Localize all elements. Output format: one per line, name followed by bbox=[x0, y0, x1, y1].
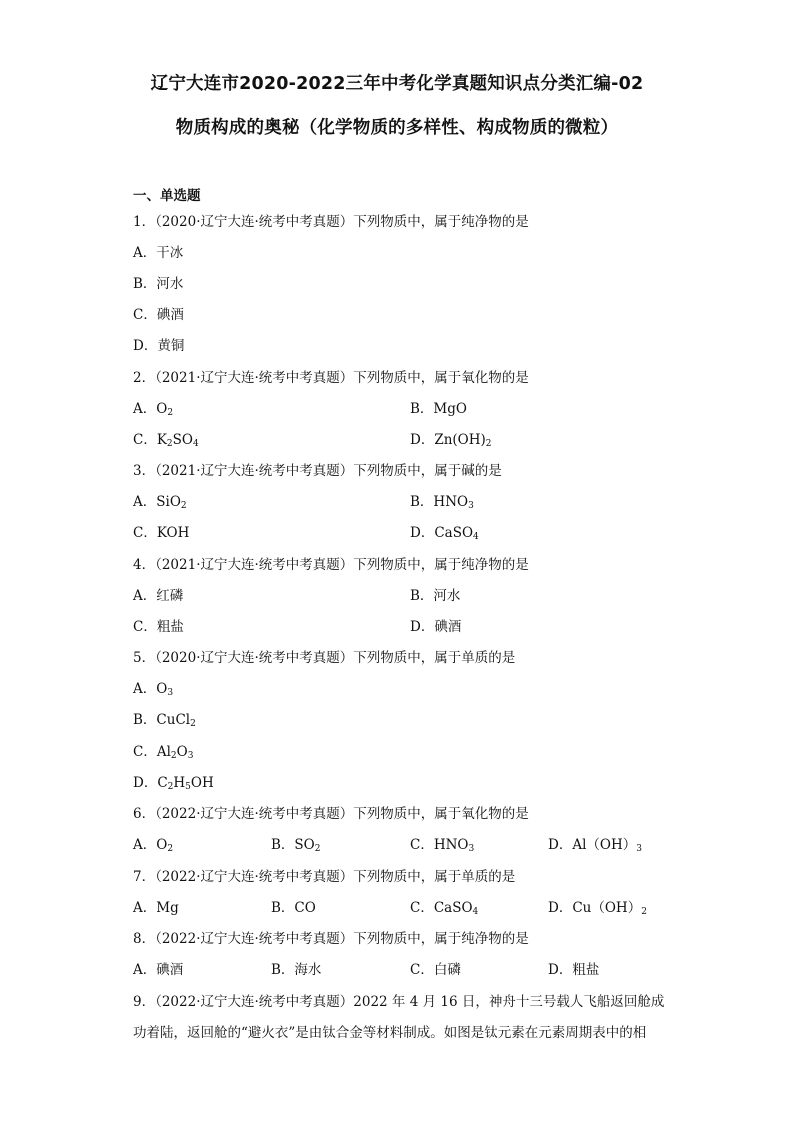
question-5-stem: 5．（2020·辽宁大连·统考中考真题）下列物质中，属于单质的是 bbox=[133, 650, 516, 666]
question-9-stem-continued: 功着陆，返回舱的“避火衣”是由钛合金等材料制成。如图是钛元素在元素周期表中的相 bbox=[133, 1025, 647, 1041]
section-heading: 一、单选题 bbox=[133, 188, 201, 204]
question-3-stem: 3．（2021·辽宁大连·统考中考真题）下列物质中，属于碱的是 bbox=[133, 463, 502, 479]
q7-option-b: B．CO bbox=[271, 900, 316, 916]
q5-option-c: C．$Al_2O_3$ bbox=[133, 744, 194, 761]
q6-option-d: D．$Al(OH)_3$ bbox=[548, 837, 642, 854]
q5-option-d: D．$C_2H_5OH$ bbox=[133, 775, 214, 792]
q4-option-b: B．河水 bbox=[410, 588, 461, 604]
question-7-stem: 7．（2022·辽宁大连·统考中考真题）下列物质中，属于单质的是 bbox=[133, 869, 516, 885]
q2-option-c: C．$K_2SO_4$ bbox=[133, 432, 199, 449]
q8-option-c: C．白磷 bbox=[410, 962, 461, 978]
q1-option-b: B．河水 bbox=[133, 276, 184, 292]
q7-option-a: A．Mg bbox=[133, 900, 179, 916]
q1-option-c: C．碘酒 bbox=[133, 307, 184, 323]
q3-option-c: C．KOH bbox=[133, 525, 190, 541]
question-9-stem: 9．（2022·辽宁大连·统考中考真题）2022 年 4 月 16 日，神舟十三号载人飞船返回舱成 bbox=[133, 994, 665, 1010]
q2-option-a: A．$O_2$ bbox=[133, 401, 174, 418]
question-6-stem: 6．（2022·辽宁大连·统考中考真题）下列物质中，属于氧化物的是 bbox=[133, 806, 529, 822]
q3-option-a: A．SiO$_2$ bbox=[133, 494, 187, 511]
q5-option-a: A．$O_3$ bbox=[133, 681, 174, 698]
q8-option-d: D．粗盐 bbox=[548, 962, 600, 978]
q2-option-d: D．$Zn(OH)_2$ bbox=[410, 432, 492, 449]
q6-option-a: A．$O_2$ bbox=[133, 837, 174, 854]
document-title-line-1: 辽宁大连市2020-2022三年中考化学真题知识点分类汇编-02 bbox=[150, 74, 644, 94]
q3-option-d: D．CaSO$_4$ bbox=[410, 525, 479, 542]
document-title-line-2: 物质构成的奥秘（化学物质的多样性、构成物质的微粒） bbox=[175, 118, 619, 138]
question-8-stem: 8．（2022·辽宁大连·统考中考真题）下列物质中，属于纯净物的是 bbox=[133, 931, 529, 947]
q8-option-b: B．海水 bbox=[271, 962, 322, 978]
q8-option-a: A．碘酒 bbox=[133, 962, 184, 978]
question-4-stem: 4．（2021·辽宁大连·统考中考真题）下列物质中，属于纯净物的是 bbox=[133, 557, 529, 573]
question-2-stem: 2．（2021·辽宁大连·统考中考真题）下列物质中，属于氧化物的是 bbox=[133, 370, 529, 386]
q7-option-c: C．CaSO$_4$ bbox=[410, 900, 479, 917]
q3-option-b: B．$HNO_3$ bbox=[410, 494, 474, 511]
q4-option-d: D．碘酒 bbox=[410, 619, 462, 635]
q6-option-b: B．$SO_2$ bbox=[271, 837, 321, 854]
q6-option-c: C．$HNO_3$ bbox=[410, 837, 475, 854]
q1-option-a: A．干冰 bbox=[133, 245, 184, 261]
q1-option-d: D．黄铜 bbox=[133, 338, 185, 354]
q7-option-d: D．$Cu(OH)_2$ bbox=[548, 900, 647, 917]
q4-option-a: A．红磷 bbox=[133, 588, 184, 604]
q5-option-b: B．CuCl$_2$ bbox=[133, 712, 196, 729]
question-1-stem: 1．（2020·辽宁大连·统考中考真题）下列物质中，属于纯净物的是 bbox=[133, 214, 529, 230]
q2-option-b: B．MgO bbox=[410, 401, 467, 417]
q4-option-c: C．粗盐 bbox=[133, 619, 184, 635]
